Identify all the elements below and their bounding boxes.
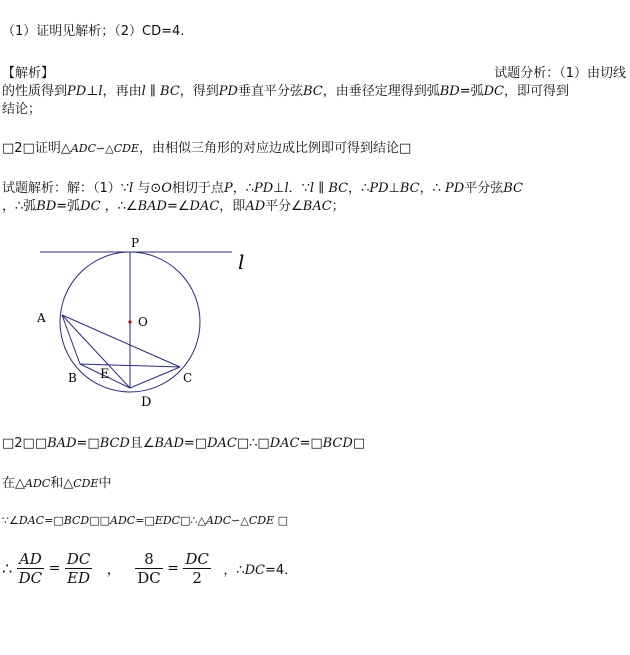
geometry-diagram bbox=[0, 230, 280, 420]
similarity-line: ∵∠DAC=□BCD□□ADC=□EDC□∴△ADC∽△CDE □ bbox=[2, 514, 288, 527]
label-a: A bbox=[37, 311, 46, 325]
analysis-paragraph-1: 的性质得到PD⊥l，再由l ∥ BC，得到PD垂直平分弦BC，由垂径定理得到弧BD=弧DC，即可得到 bbox=[2, 84, 570, 99]
analysis-label: 试题分析：（1）由切线 bbox=[494, 66, 626, 81]
fraction-8-dc: $\frac{8}{DC}$ bbox=[137, 550, 161, 587]
fraction-dc-2: $\frac{DC}{2}$ bbox=[185, 550, 209, 587]
segment-ac bbox=[62, 315, 180, 367]
fraction-ad-dc: $\frac{AD}{DC}$ bbox=[18, 550, 43, 587]
answer-line: （1）证明见解析；（2）CD=4. bbox=[2, 24, 185, 39]
analysis-header: 【解析】 bbox=[2, 66, 55, 81]
solution-line-1: 试题解析：解：（1）∵l 与⊙O相切于点P，∴PD⊥l．∵l ∥ BC，∴PD⊥BC，∴ PD平分弦BC bbox=[2, 181, 523, 196]
final-equation: ∴ $\frac{AD}{DC}$ = $\frac{DC}{ED}$ ， $\frac{8}{DC}$ = $\frac{DC}{2}$ ，∴DC=4． bbox=[2, 550, 298, 587]
label-l: l bbox=[238, 250, 245, 274]
label-o: O bbox=[138, 315, 148, 329]
label-c: C bbox=[183, 371, 193, 385]
analysis-paragraph-3: □2□证明△ADC∽△CDE，由相似三角形的对应边成比例即可得到结论□ bbox=[2, 141, 412, 156]
center-point-o bbox=[128, 320, 131, 323]
label-b: B bbox=[68, 371, 77, 385]
analysis-paragraph-2: 结论； bbox=[2, 102, 42, 117]
solution-line-2: ，∴弧BD=弧DC ，∴∠BAD=∠DAC，即AD平分∠BAC； bbox=[2, 199, 345, 214]
label-d: D bbox=[141, 395, 152, 410]
triangles-line: 在△ADC和△CDE中 bbox=[2, 476, 112, 491]
fraction-dc-ed: $\frac{DC}{ED}$ bbox=[66, 550, 91, 587]
segment-ab bbox=[62, 315, 80, 364]
step2-line: □2□□BAD=□BCD且∠BAD=□DAC□∴□DAC=□BCD□ bbox=[2, 436, 366, 451]
label-e: E bbox=[100, 367, 110, 382]
label-p: P bbox=[131, 236, 140, 250]
